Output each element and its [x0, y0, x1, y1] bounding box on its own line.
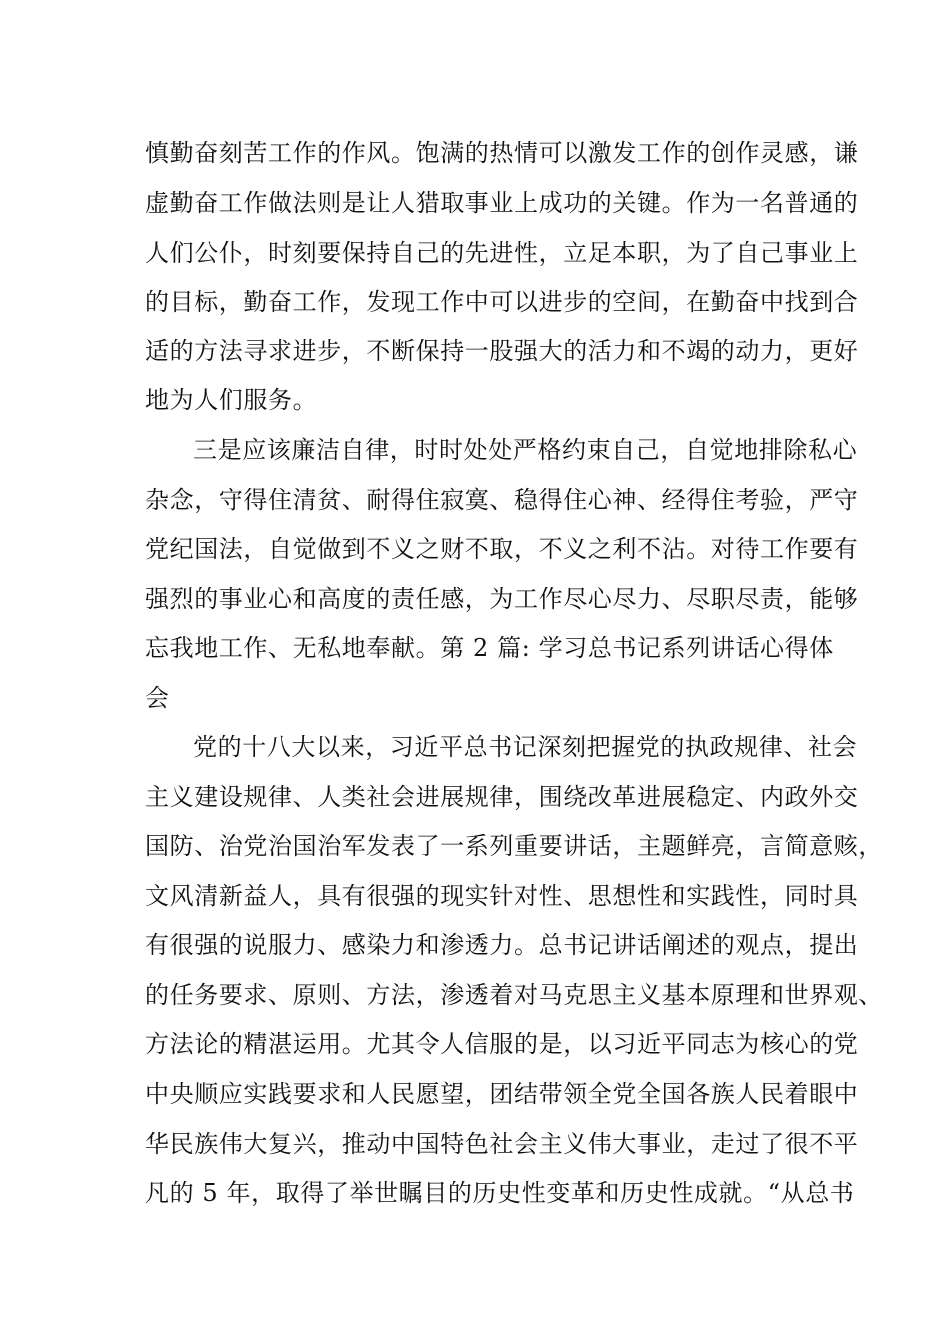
- text-line: 适的方法寻求进步，不断保持一股强大的活力和不竭的动力，更好: [145, 337, 859, 365]
- paragraph-first-line: 三是应该廉洁自律，时时处处严格约束自己，自觉地排除私心: [193, 436, 858, 464]
- text-line: 地为人们服务。: [145, 386, 318, 414]
- text-line: 会: [145, 684, 170, 712]
- text-line: 文风清新益人，具有很强的现实针对性、思想性和实践性，同时具: [145, 882, 859, 910]
- text-line: 国防、治党治国治军发表了一系列重要讲话，主题鲜亮，言简意赅，: [145, 832, 883, 860]
- text-line: 的任务要求、原则、方法，渗透着对马克思主义基本原理和世界观、: [145, 981, 883, 1009]
- text-line: 中央顺应实践要求和人民愿望，团结带领全党全国各族人民着眼中: [145, 1080, 859, 1108]
- text-line: 的目标，勤奋工作，发现工作中可以进步的空间，在勤奋中找到合: [145, 288, 859, 316]
- text-line: 慎勤奋刻苦工作的作风。饱满的热情可以激发工作的创作灵感，谦: [145, 139, 859, 167]
- text-line: 有很强的说服力、感染力和渗透力。总书记讲话阐述的观点，提出: [145, 931, 859, 959]
- paragraph-first-line: 党的十八大以来，习近平总书记深刻把握党的执政规律、社会: [193, 733, 858, 761]
- text-line: 忘我地工作、无私地奉献。第 2 篇: 学习总书记系列讲话心得体: [145, 634, 834, 662]
- text-line: 凡的 5 年，取得了举世瞩目的历史性变革和历史性成就。“从总书: [145, 1179, 855, 1207]
- text-line: 杂念，守得住清贫、耐得住寂寞、稳得住心神、经得住考验，严守: [145, 486, 859, 514]
- text-line: 主义建设规律、人类社会进展规律，围绕改革进展稳定、内政外交: [145, 783, 859, 811]
- text-line: 虚勤奋工作做法则是让人猎取事业上成功的关键。作为一名普通的: [145, 189, 859, 217]
- text-line: 人们公仆，时刻要保持自己的先进性，立足本职，为了自己事业上: [145, 239, 859, 267]
- text-line: 华民族伟大复兴，推动中国特色社会主义伟大事业，走过了很不平: [145, 1130, 859, 1158]
- text-line: 党纪国法，自觉做到不义之财不取，不义之利不沾。对待工作要有: [145, 535, 859, 563]
- text-line: 强烈的事业心和高度的责任感，为工作尽心尽力、尽职尽责，能够: [145, 585, 859, 613]
- text-line: 方法论的精湛运用。尤其令人信服的是，以习近平同志为核心的党: [145, 1030, 859, 1058]
